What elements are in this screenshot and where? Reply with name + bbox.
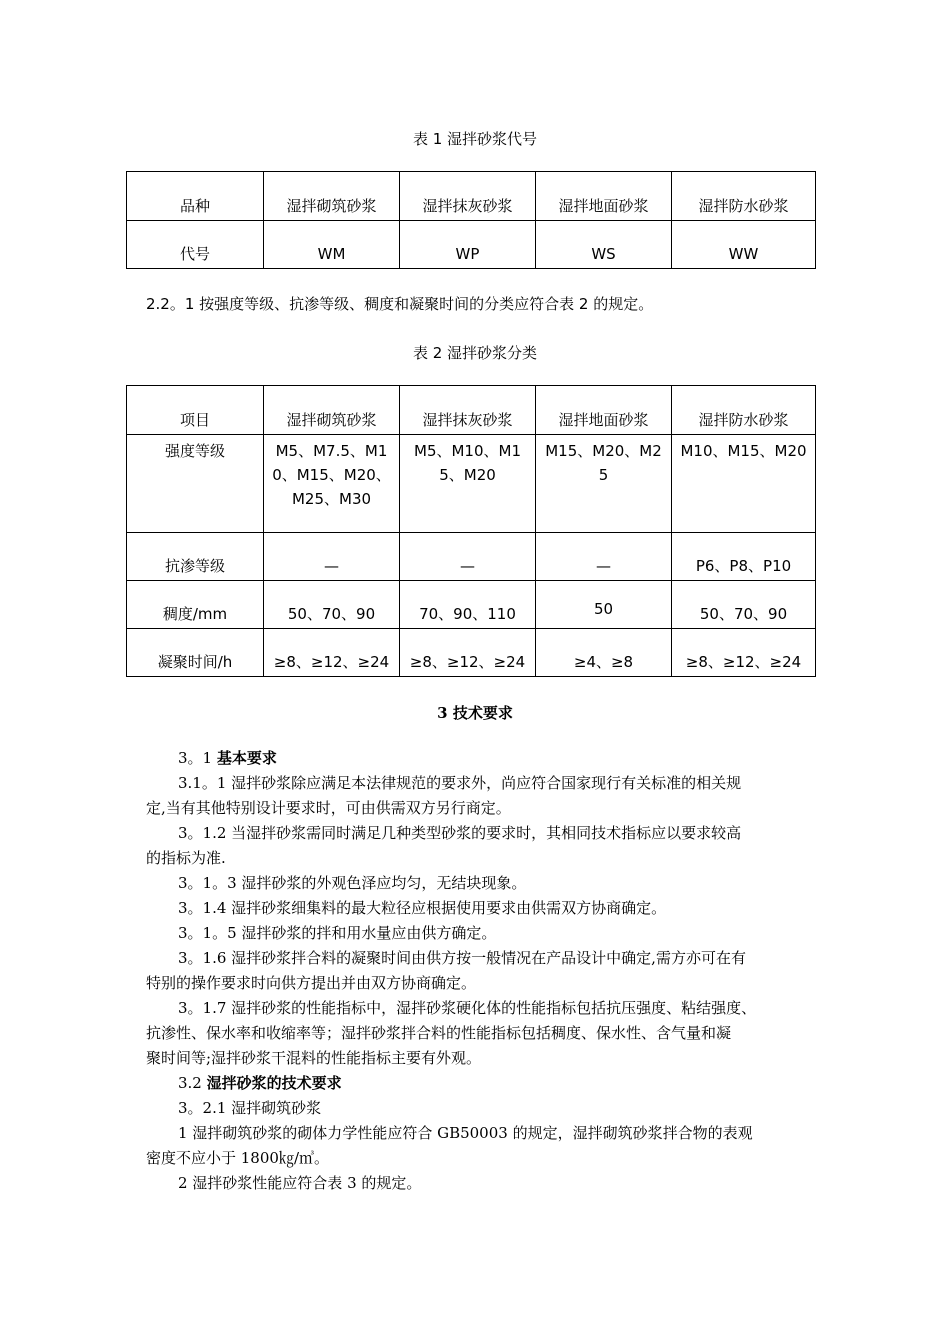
- table1-caption: 表 1 湿拌砂浆代号: [412, 130, 538, 148]
- subsection-number: 3。1: [178, 749, 217, 767]
- table-cell: 强度等级: [127, 435, 264, 533]
- paragraph-line: 聚时间等;湿拌砂浆干混料的性能指标主要有外观。: [146, 1049, 482, 1067]
- table-cell: —: [536, 533, 672, 581]
- table-cell: ≥8、≥12、≥24: [672, 629, 816, 677]
- table-cell: 抗渗等级: [127, 533, 264, 581]
- table-cell: 湿拌砌筑砂浆: [264, 172, 400, 221]
- table-cell: 湿拌防水砂浆: [672, 386, 816, 435]
- table-cell: 50: [536, 581, 672, 629]
- table-cell: 代号: [127, 221, 264, 269]
- paragraph-line: 3。1.2 当湿拌砂浆需同时满足几种类型砂浆的要求时，其相同技术指标应以要求较高: [178, 824, 742, 842]
- table2: [126, 385, 816, 677]
- table-cell: 品种: [127, 172, 264, 221]
- paragraph-line: 3。2.1 湿拌砌筑砂浆: [178, 1099, 322, 1117]
- table-cell: —: [400, 533, 536, 581]
- table-cell: 凝聚时间/h: [127, 629, 264, 677]
- paragraph-line: 的指标为准.: [146, 849, 226, 867]
- table-cell: WW: [672, 221, 816, 269]
- subsection-title: 湿拌砂浆的技术要求: [206, 1074, 342, 1092]
- paragraph-line: 3。1.6 湿拌砂浆拌合料的凝聚时间由供方按一般情况在产品设计中确定,需方亦可在有: [178, 949, 746, 967]
- table-cell: M5、M10、M15、M20: [400, 435, 536, 533]
- paragraph-line: 1 湿拌砌筑砂浆的砌体力学性能应符合 GB50003 的规定，湿拌砌筑砂浆拌合物的表观: [178, 1124, 753, 1142]
- table-row: [127, 581, 816, 629]
- table-row: [127, 533, 816, 581]
- table-cell: M15、M20、M25: [536, 435, 672, 533]
- subsection-3-1: [178, 746, 838, 771]
- table-cell: 50、70、90: [672, 581, 816, 629]
- table-cell: WP: [400, 221, 536, 269]
- table-cell: 70、90、110: [400, 581, 536, 629]
- paragraph-line: 3。1.4 湿拌砂浆细集料的最大粒径应根据使用要求由供需双方协商确定。: [178, 899, 667, 917]
- subsection-3-2: [178, 1071, 838, 1096]
- table-cell: M5、M7.5、M10、M15、M20、M25、M30: [264, 435, 400, 533]
- table2-caption: 表 2 湿拌砂浆分类: [412, 344, 538, 362]
- subsection-number: 3.2: [178, 1074, 207, 1092]
- table-row: [127, 386, 816, 435]
- section-heading: 3 技术要求: [437, 704, 513, 722]
- table-cell: 湿拌地面砂浆: [536, 386, 672, 435]
- table-cell: 湿拌防水砂浆: [672, 172, 816, 221]
- table-row: [127, 629, 816, 677]
- table-cell: 50、70、90: [264, 581, 400, 629]
- clause-2-2-1: 2.2。1 按强度等级、抗渗等级、稠度和凝聚时间的分类应符合表 2 的规定。: [146, 295, 654, 313]
- table-cell: 湿拌砌筑砂浆: [264, 386, 400, 435]
- subsection-title: 基本要求: [216, 749, 277, 767]
- table1: [126, 171, 816, 269]
- paragraph-line: 抗渗性、保水率和收缩率等；湿拌砂浆拌合料的性能指标包括稠度、保水性、含气量和凝: [146, 1024, 732, 1042]
- table-cell: P6、P8、P10: [672, 533, 816, 581]
- paragraph-line: 3.1。1 湿拌砂浆除应满足本法律规范的要求外，尚应符合国家现行有关标准的相关规: [178, 774, 742, 792]
- paragraph-line: 3。1.7 湿拌砂浆的性能指标中，湿拌砂浆硬化体的性能指标包括抗压强度、粘结强度、: [178, 999, 757, 1017]
- paragraph-line: 定,当有其他特别设计要求时，可由供需双方另行商定。: [146, 799, 511, 817]
- table-cell: M10、M15、M20: [672, 435, 816, 533]
- paragraph-line: 密度不应小于 1800㎏/㎥。: [146, 1149, 329, 1167]
- table-cell: 项目: [127, 386, 264, 435]
- table-row: [127, 221, 816, 269]
- table-cell: 湿拌地面砂浆: [536, 172, 672, 221]
- table-cell: 湿拌抹灰砂浆: [400, 386, 536, 435]
- table-row: [127, 172, 816, 221]
- table-cell: ≥4、≥8: [536, 629, 672, 677]
- table-cell: 湿拌抹灰砂浆: [400, 172, 536, 221]
- table-row: [127, 435, 816, 533]
- table-cell: —: [264, 533, 400, 581]
- paragraph-line: 特别的操作要求时向供方提出并由双方协商确定。: [146, 974, 477, 992]
- paragraph-line: 3。1。3 湿拌砂浆的外观色泽应均匀，无结块现象。: [178, 874, 527, 892]
- table-cell: WS: [536, 221, 672, 269]
- paragraph-line: 3。1。5 湿拌砂浆的拌和用水量应由供方确定。: [178, 924, 497, 942]
- table-cell: WM: [264, 221, 400, 269]
- table-cell: ≥8、≥12、≥24: [400, 629, 536, 677]
- table-cell: ≥8、≥12、≥24: [264, 629, 400, 677]
- paragraph-line: 2 湿拌砂浆性能应符合表 3 的规定。: [178, 1174, 422, 1192]
- table-cell: 稠度/mm: [127, 581, 264, 629]
